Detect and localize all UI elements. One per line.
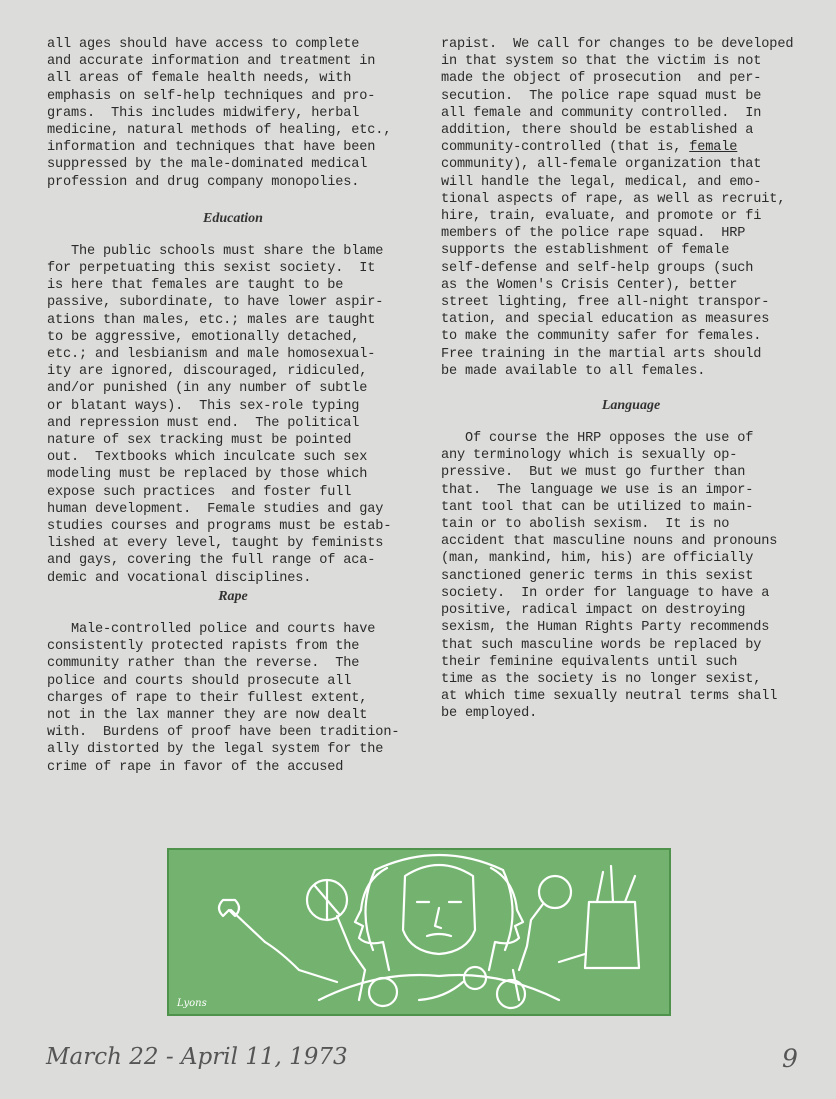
education-paragraph: The public schools must share the blame for perpetuating this sexist society. It is here that females are taught to be passive, subordinate, to have lower aspir- ations than males, etc.; males are taught to be aggressive, emotionally detached, etc.; and lesbianism and male homosexual- ity are ignored, discouraged, ridiculed, and/or punished (in any number of subtle or blatant ways). This sex-role typing and repression must end. The political nature of sex tracking must be pointed out. Textbooks which inculcate such sex modeling must be replaced by those which expose such practices and foster full human development. Female studies and gay studies courses and programs must be estab- lished at every level, taught by feminists and gays, covering the full range of aca- demic and vocational disciplines. [47,243,392,586]
rape-paragraph: Male-controlled police and courts have consistently protected rapists from the community rather than the reverse. The police and courts should prosecute all charges of rape to their fullest extent, not in the lax manner they are now dealt with. Burdens of proof have been tradition- ally distorted by the legal system for the crime of rape in favor of the accused [47,621,400,775]
rape-continued-text-a: rapist. We call for changes to be developed in that system so that the victim is not made the object of prosecution and per- secution. The police rape squad must be all female and community controlled. In addition, there should be established a community-controlled (that is, [441,37,794,156]
artist-signature: Lyons [177,998,207,1009]
illustration-drawing [169,850,669,1014]
intro-paragraph: all ages should have access to complete and accurate information and treatment in all areas of female health needs, with emphasis on self-help techniques and pro- grams. This includes midwifery, herbal medicine, natural methods of healing, etc., information and techniques that have been suppressed by the male-dominated medical profession and drug company monopolies. [47,37,392,190]
issue-date: March 22 - April 11, 1973 [46,1044,348,1070]
language-paragraph: Of course the HRP opposes the use of any terminology which is sexually op- pressive. But we must go further than that. The language we use is an impor- tant tool that can be utilized to main- tain or to abolish sexism. It is no accident that masculine nouns and pronouns (man, mankind, him, his) are officially sanctioned generic terms in this sexist society. In order for language to have a positive, radical impact on destroying sexism, the Human Rights Party recommends that such masculine words be replaced by their feminine equivalents until such time as the society is no longer sexist, at which time sexually neutral terms shall be employed. [441,431,778,722]
underlined-word: female [689,140,738,156]
right-column [441,36,821,723]
page-number: 9 [782,1044,798,1073]
left-column [47,36,419,776]
education-heading: Education [203,210,263,226]
rape-continued-paragraph [441,36,821,380]
rape-continued-text-b: community), all-female organization that will handle the legal, medical, and emo- tional aspects of rape, as well as recruit, hire, train, evaluate, and promote or fi members of the police rape squad. HRP supports the establishment of female self-defense and self-help groups (such as the Women's Crisis Center), better street lighting, free all-night transpor- tation, and special education as measures to make the community safer for females. Free training in the martial arts should be made available to all females. [441,157,786,379]
language-heading: Language [601,398,661,414]
women-illustration [167,848,671,1016]
rape-heading: Rape [218,588,248,604]
